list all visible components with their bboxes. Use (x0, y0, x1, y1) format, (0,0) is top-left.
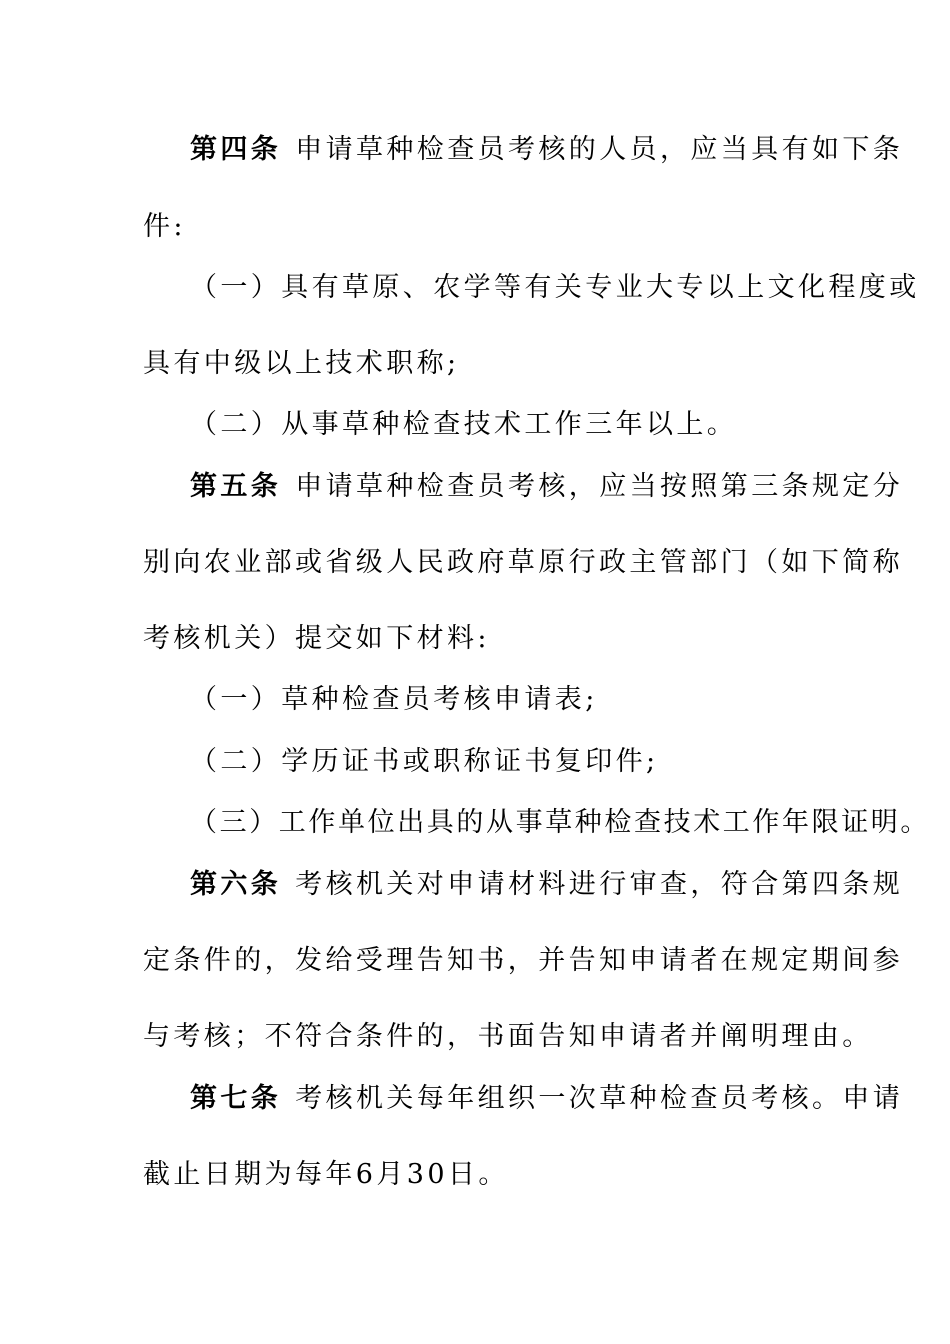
article-7-line-2: 截止日期为每年6月30日。 (143, 1159, 509, 1190)
article-5-item-2: （二）学历证书或职称证书复印件; (190, 746, 659, 777)
article-5-heading: 第五条 (190, 471, 282, 502)
article-4-line-2: 件: (143, 211, 186, 242)
article-4-item-1-line-1: （一）具有草原、农学等有关专业大专以上文化程度或 (190, 272, 920, 303)
article-5-item-1: （一）草种检查员考核申请表; (190, 684, 598, 715)
article-4-item-2: （二）从事草种检查技术工作三年以上。 (190, 409, 738, 440)
article-5-text: 申请草种检查员考核，应当按照第三条规定分 (295, 471, 904, 502)
article-5-line-3: 考核机关）提交如下材料: (143, 623, 490, 654)
article-5-item-3: （三）工作单位出具的从事草种检查技术工作年限证明。 (190, 807, 930, 838)
article-7-line-1 (190, 1079, 903, 1119)
article-5-line-2: 别向农业部或省级人民政府草原行政主管部门（如下简称 (143, 547, 903, 578)
article-6-text: 考核机关对申请材料进行审查，符合第四条规 (295, 869, 904, 900)
article-4-heading: 第四条 (190, 134, 282, 165)
article-6-heading: 第六条 (190, 869, 282, 900)
article-5-line-1 (190, 467, 903, 507)
article-4-line-1 (190, 130, 903, 170)
article-7-heading: 第七条 (190, 1083, 282, 1114)
article-6-line-3: 与考核；不符合条件的，书面告知申请者并阐明理由。 (143, 1021, 873, 1052)
article-7-text: 考核机关每年组织一次草种检查员考核。申请 (295, 1083, 904, 1114)
article-6-line-1 (190, 865, 903, 905)
article-4-text: 申请草种检查员考核的人员，应当具有如下条 (295, 134, 904, 165)
article-4-item-1-line-2: 具有中级以上技术职称; (143, 348, 460, 379)
article-6-line-2: 定条件的，发给受理告知书，并告知申请者在规定期间参 (143, 945, 903, 976)
